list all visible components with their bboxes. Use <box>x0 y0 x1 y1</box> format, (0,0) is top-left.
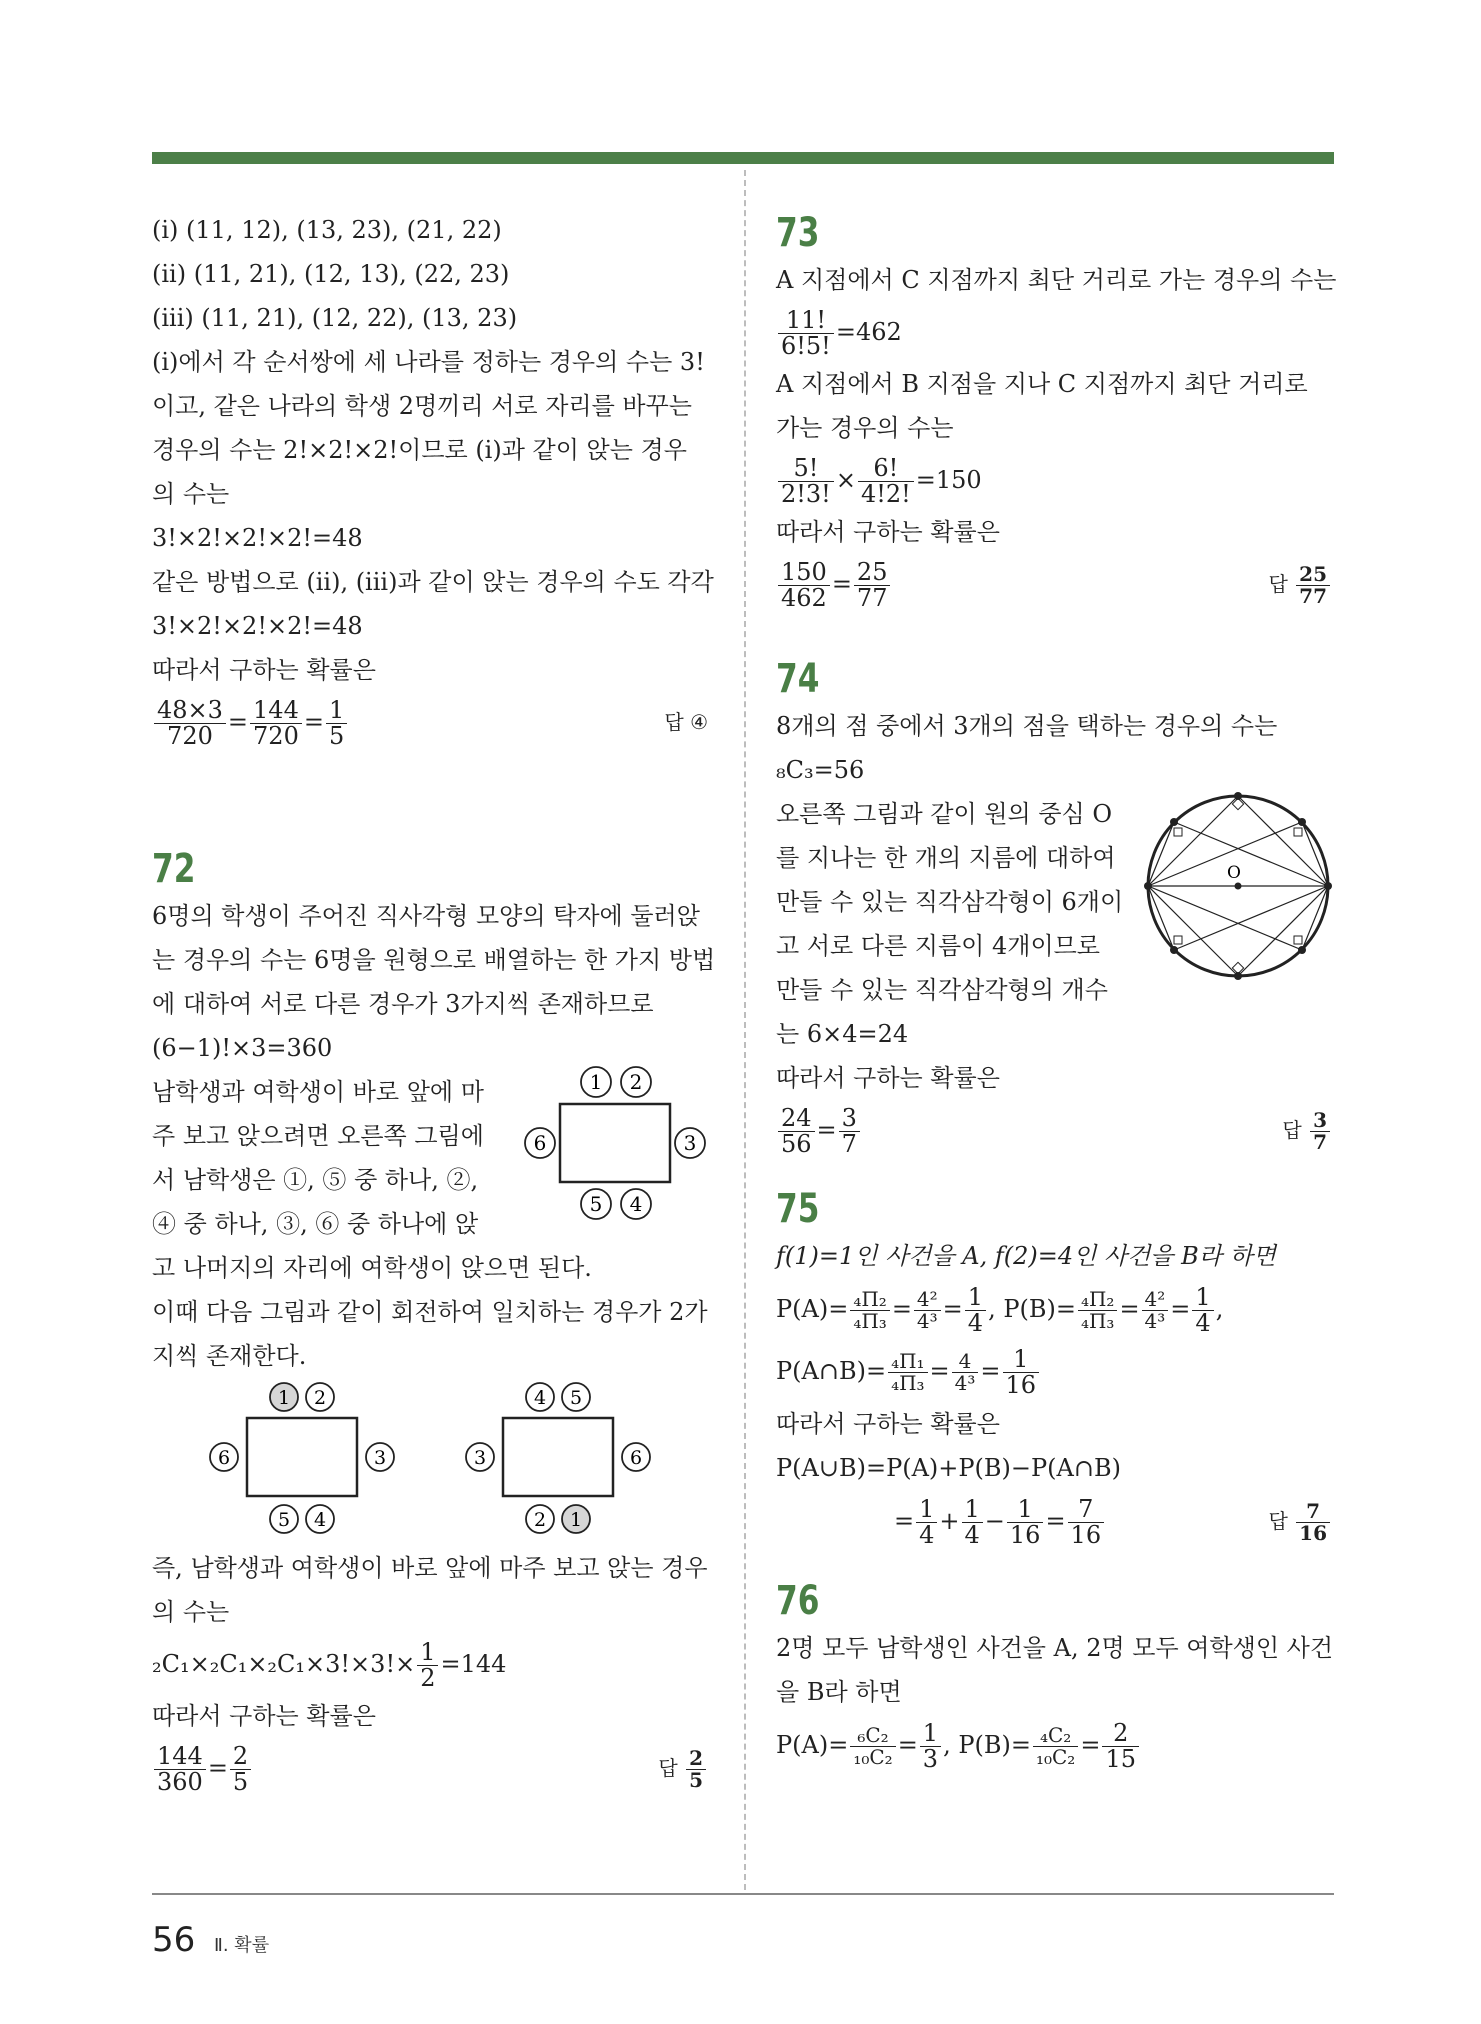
seat-1 <box>270 1383 298 1411</box>
text-line: 따라서 구하는 확률은 <box>776 518 1000 546</box>
fraction: $\frac{1}{16}$ <box>1007 1497 1044 1548</box>
text-line: 는 경우의 수는 6명을 원형으로 배열하는 한 가지 방법 <box>152 946 716 974</box>
text-line: (i)에서 각 순서쌍에 세 나라를 정하는 경우의 수는 3! <box>152 348 705 376</box>
center-label: O <box>1227 863 1241 883</box>
svg-text:4: 4 <box>629 1192 643 1216</box>
svg-text:6: 6 <box>629 1447 643 1469</box>
seat-5 <box>562 1383 590 1411</box>
answer-fraction: $\frac{3}{7}$ <box>1310 1110 1330 1153</box>
right-column <box>776 208 1336 1776</box>
fraction: $\frac{7}{16}$ <box>1068 1497 1105 1548</box>
circle-diagram <box>1138 786 1338 986</box>
text-line: 주 보고 앉으려면 오른쪽 그림에 <box>152 1122 484 1150</box>
fraction: $\frac{5!}{2!3!}$ <box>778 456 834 507</box>
probability-equation: P(A)= $\frac{\text{₆C₂}}{\text{₁₀C₂}}$ = $\frac{1}{3}$ , P(B)= $\frac{\text{₄C₂}}{\text{₁₀C₂}}$ = $\frac{2}{15}$ <box>776 1714 1336 1776</box>
svg-text:1: 1 <box>589 1070 603 1094</box>
seat-6 <box>210 1443 238 1471</box>
fraction: $\frac{144}{360}$ <box>154 1744 206 1795</box>
svg-text:3: 3 <box>683 1131 697 1155</box>
probability-equation: = $\frac{1}{4}$ + $\frac{1}{4}$ − $\frac{1}{16}$ = $\frac{7}{16}$ 답 $\frac{7}{16}$ <box>776 1490 1336 1552</box>
seat-6 <box>525 1128 555 1158</box>
circle-explanation <box>776 792 1336 1056</box>
fraction: $\frac{11!}{6!5!}$ <box>778 308 834 359</box>
seat-3 <box>366 1443 394 1471</box>
text-line: 즉, 남학생과 여학생이 바로 앞에 마주 보고 앉는 경우 <box>152 1554 708 1582</box>
text-line: 서 남학생은 ①, ⑤ 중 하나, ②, <box>152 1166 479 1194</box>
seat-5 <box>581 1189 611 1219</box>
text-line: 를 지나는 한 개의 지름에 대하여 <box>776 844 1116 872</box>
text-line: 따라서 구하는 확률은 <box>776 1064 1000 1092</box>
seat-4 <box>621 1189 651 1219</box>
answer: 답 $\frac{2}{5}$ <box>658 1738 708 1798</box>
svg-text:4: 4 <box>313 1509 327 1531</box>
fraction: $\frac{48\times 3}{720}$ <box>154 698 226 749</box>
seat-2 <box>526 1505 554 1533</box>
answer-fraction: $\frac{2}{5}$ <box>686 1748 706 1791</box>
text-line: 지씩 존재한다. <box>152 1342 307 1370</box>
fraction: $\frac{1}{16}$ <box>1003 1347 1040 1398</box>
chapter-label: Ⅱ. 확률 <box>214 1935 270 1956</box>
text-line: ④ 중 하나, ③, ⑥ 중 하나에 앉 <box>152 1210 479 1238</box>
svg-text:1: 1 <box>569 1509 583 1531</box>
fraction: $\frac{2}{15}$ <box>1102 1721 1139 1772</box>
probability-equation: $\frac{144}{360}$ = $\frac{2}{5}$ 답 $\frac{2}{5}$ <box>152 1738 712 1798</box>
table-seating-diagram <box>518 1064 708 1234</box>
fraction: $\frac{4}{\text{4³}}$ <box>952 1351 979 1394</box>
case-ii: (ii) (11, 21), (12, 13), (22, 23) <box>152 260 510 288</box>
equation: (6−1)!×3=360 <box>152 1034 333 1062</box>
svg-text:4: 4 <box>533 1387 547 1409</box>
fraction: $\frac{\text{₄Π₁}}{\text{₄Π₃}}$ <box>888 1351 927 1394</box>
footer-rule <box>152 1893 1334 1895</box>
seat-3 <box>466 1443 494 1471</box>
text-line: 8개의 점 중에서 3개의 점을 택하는 경우의 수는 <box>776 712 1278 740</box>
answer: 답 $\frac{25}{77}$ <box>1268 554 1332 614</box>
fraction: $\frac{1}{4}$ <box>965 1285 986 1336</box>
equation: 3!×2!×2!×2!=48 <box>152 612 363 640</box>
equation: 3!×2!×2!×2!=48 <box>152 524 363 552</box>
seat-1 <box>581 1067 611 1097</box>
answer: 답 $\frac{3}{7}$ <box>1282 1100 1332 1160</box>
svg-text:3: 3 <box>373 1447 387 1469</box>
answer: 답 ④ <box>664 710 708 734</box>
text-line: 따라서 구하는 확률은 <box>152 1702 376 1730</box>
svg-text:2: 2 <box>313 1387 327 1409</box>
svg-text:3: 3 <box>473 1447 487 1469</box>
equation: $\frac{11!}{6!5!}$ =462 <box>776 302 1336 362</box>
answer: 답 $\frac{7}{16}$ <box>1268 1490 1332 1552</box>
problem-number: 73 <box>776 210 820 256</box>
probability-equation: P(A)= $\frac{\text{₄Π₂}}{\text{₄Π₃}}$ = $\frac{\text{4²}}{\text{4³}}$ = $\frac{1}{4}$ , P(B)= $\frac{\text{₄Π₂}}{\text{₄Π₃}}$ = $\frac{\text{4²}}{\text{4³}}$ = $\frac{1}{4}$ , <box>776 1282 1224 1337</box>
rotation-diagram-b <box>458 1382 658 1546</box>
text-line: A 지점에서 B 지점을 지나 C 지점까지 최단 거리로 <box>776 370 1308 398</box>
seat-1 <box>562 1505 590 1533</box>
top-accent-bar <box>152 152 1334 164</box>
fraction: $\frac{\text{₄C₂}}{\text{₁₀C₂}}$ <box>1033 1725 1078 1768</box>
problem-number: 76 <box>776 1578 820 1624</box>
rotation-diagram-a <box>202 1382 402 1546</box>
equation: 는 6×4=24 <box>776 1020 909 1048</box>
equation: $\frac{5!}{2!3!}$ × $\frac{6!}{4!2!}$ =150 <box>776 450 1336 510</box>
fraction: $\frac{25}{77}$ <box>854 560 891 611</box>
text-line: 가는 경우의 수는 <box>776 414 954 442</box>
fraction: $\frac{1}{4}$ <box>916 1497 937 1548</box>
probability-equation: $\frac{150}{462}$ = $\frac{25}{77}$ 답 $\frac{25}{77}$ <box>776 554 1336 614</box>
seating-explanation <box>152 1070 712 1246</box>
fraction: $\frac{3}{7}$ <box>839 1106 860 1157</box>
problem-number: 75 <box>776 1186 820 1232</box>
svg-text:5: 5 <box>589 1192 603 1216</box>
combination-equation: ₂C₁×₂C₁×₂C₁×3!×3!× $\frac{1}{2}$ =144 <box>152 1637 507 1692</box>
seat-6 <box>622 1443 650 1471</box>
fraction: $\frac{\text{₄Π₂}}{\text{₄Π₃}}$ <box>1078 1289 1117 1332</box>
fraction: $\frac{\text{4²}}{\text{4³}}$ <box>1142 1289 1169 1332</box>
svg-text:5: 5 <box>277 1509 291 1531</box>
text-line: 에 대하여 서로 다른 경우가 3가지씩 존재하므로 <box>152 990 654 1018</box>
problem-number: 72 <box>152 846 196 892</box>
text-line: 이고, 같은 나라의 학생 2명끼리 서로 자리를 바꾸는 <box>152 392 692 420</box>
fraction: $\frac{1}{2}$ <box>417 1640 438 1691</box>
fraction: $\frac{144}{720}$ <box>250 698 302 749</box>
svg-text:5: 5 <box>569 1387 583 1409</box>
seat-2 <box>621 1067 651 1097</box>
text-line: 오른쪽 그림과 같이 원의 중심 O <box>776 800 1113 828</box>
seat-5 <box>270 1505 298 1533</box>
text-line: A 지점에서 C 지점까지 최단 거리로 가는 경우의 수는 <box>776 266 1337 294</box>
text-line: 2명 모두 남학생인 사건을 A, 2명 모두 여학생인 사건 <box>776 1634 1334 1662</box>
text-line: 의 수는 <box>152 1598 230 1626</box>
seat-4 <box>306 1505 334 1533</box>
fraction: $\frac{1}{4}$ <box>1192 1285 1213 1336</box>
fraction: $\frac{150}{462}$ <box>778 560 830 611</box>
text-line: 고 서로 다른 지름이 4개이므로 <box>776 932 1100 960</box>
text-line: 따라서 구하는 확률은 <box>776 1410 1000 1438</box>
text-line: 남학생과 여학생이 바로 앞에 마 <box>152 1078 484 1106</box>
text-line: 이때 다음 그림과 같이 회전하여 일치하는 경우가 2가 <box>152 1298 708 1326</box>
svg-text:2: 2 <box>629 1070 643 1094</box>
text-line: 을 B라 하면 <box>776 1678 902 1706</box>
fraction: $\frac{\text{4²}}{\text{4³}}$ <box>914 1289 941 1332</box>
text-line: 같은 방법으로 (ii), (iii)과 같이 앉는 경우의 수도 각각 <box>152 568 714 596</box>
fraction: $\frac{1}{3}$ <box>920 1721 941 1772</box>
svg-text:6: 6 <box>217 1447 231 1469</box>
page-number: 56 <box>152 1920 196 1960</box>
text-line: f(1)=1인 사건을 A, f(2)=4인 사건을 B라 하면 <box>776 1242 1276 1270</box>
fraction: $\frac{\text{₆C₂}}{\text{₁₀C₂}}$ <box>850 1725 895 1768</box>
seat-3 <box>675 1128 705 1158</box>
svg-text:6: 6 <box>533 1131 547 1155</box>
fraction: $\frac{\text{₄Π₂}}{\text{₄Π₃}}$ <box>850 1289 889 1332</box>
svg-text:1: 1 <box>277 1387 291 1409</box>
answer-fraction: $\frac{7}{16}$ <box>1296 1501 1330 1544</box>
text-line: 따라서 구하는 확률은 <box>152 656 376 684</box>
probability-equation: $\frac{24}{56}$ = $\frac{3}{7}$ 답 $\frac{3}{7}$ <box>776 1100 1336 1160</box>
combination-result: ₈C₃=56 <box>776 756 865 784</box>
text-line: 6명의 학생이 주어진 직사각형 모양의 탁자에 둘러앉 <box>152 902 700 930</box>
seat-2 <box>306 1383 334 1411</box>
text-line: 고 나머지의 자리에 여학생이 앉으면 된다. <box>152 1254 592 1282</box>
fraction: $\frac{1}{5}$ <box>326 698 347 749</box>
equation: P(A∪B)=P(A)+P(B)−P(A∩B) <box>776 1454 1121 1482</box>
left-column <box>152 208 716 1798</box>
rotation-diagrams <box>152 1378 712 1546</box>
column-divider <box>744 170 746 1890</box>
text-line: 만들 수 있는 직각삼각형이 6개이 <box>776 888 1124 916</box>
svg-text:2: 2 <box>533 1509 547 1531</box>
case-iii: (iii) (11, 21), (12, 22), (13, 23) <box>152 304 518 332</box>
fraction: $\frac{2}{5}$ <box>230 1744 251 1795</box>
probability-equation: P(A∩B)= $\frac{\text{₄Π₁}}{\text{₄Π₃}}$ = $\frac{4}{\text{4³}}$ = $\frac{1}{16}$ <box>776 1340 1336 1402</box>
problem-number: 74 <box>776 656 820 702</box>
seat-4 <box>526 1383 554 1411</box>
fraction: $\frac{1}{4}$ <box>962 1497 983 1548</box>
text-line: 경우의 수는 2!×2!×2!이므로 (i)과 같이 앉는 경우 <box>152 436 687 464</box>
text-line: 의 수는 <box>152 480 230 508</box>
case-i: (i) (11, 12), (13, 23), (21, 22) <box>152 216 502 244</box>
probability-equation: $\frac{48\times 3}{720}$ = $\frac{144}{720}$ = $\frac{1}{5}$ 답 ④ <box>152 692 712 752</box>
fraction: $\frac{6!}{4!2!}$ <box>858 456 914 507</box>
text-line: 만들 수 있는 직각삼각형의 개수 <box>776 976 1108 1004</box>
fraction: $\frac{24}{56}$ <box>778 1106 815 1157</box>
answer-fraction: $\frac{25}{77}$ <box>1296 564 1330 607</box>
